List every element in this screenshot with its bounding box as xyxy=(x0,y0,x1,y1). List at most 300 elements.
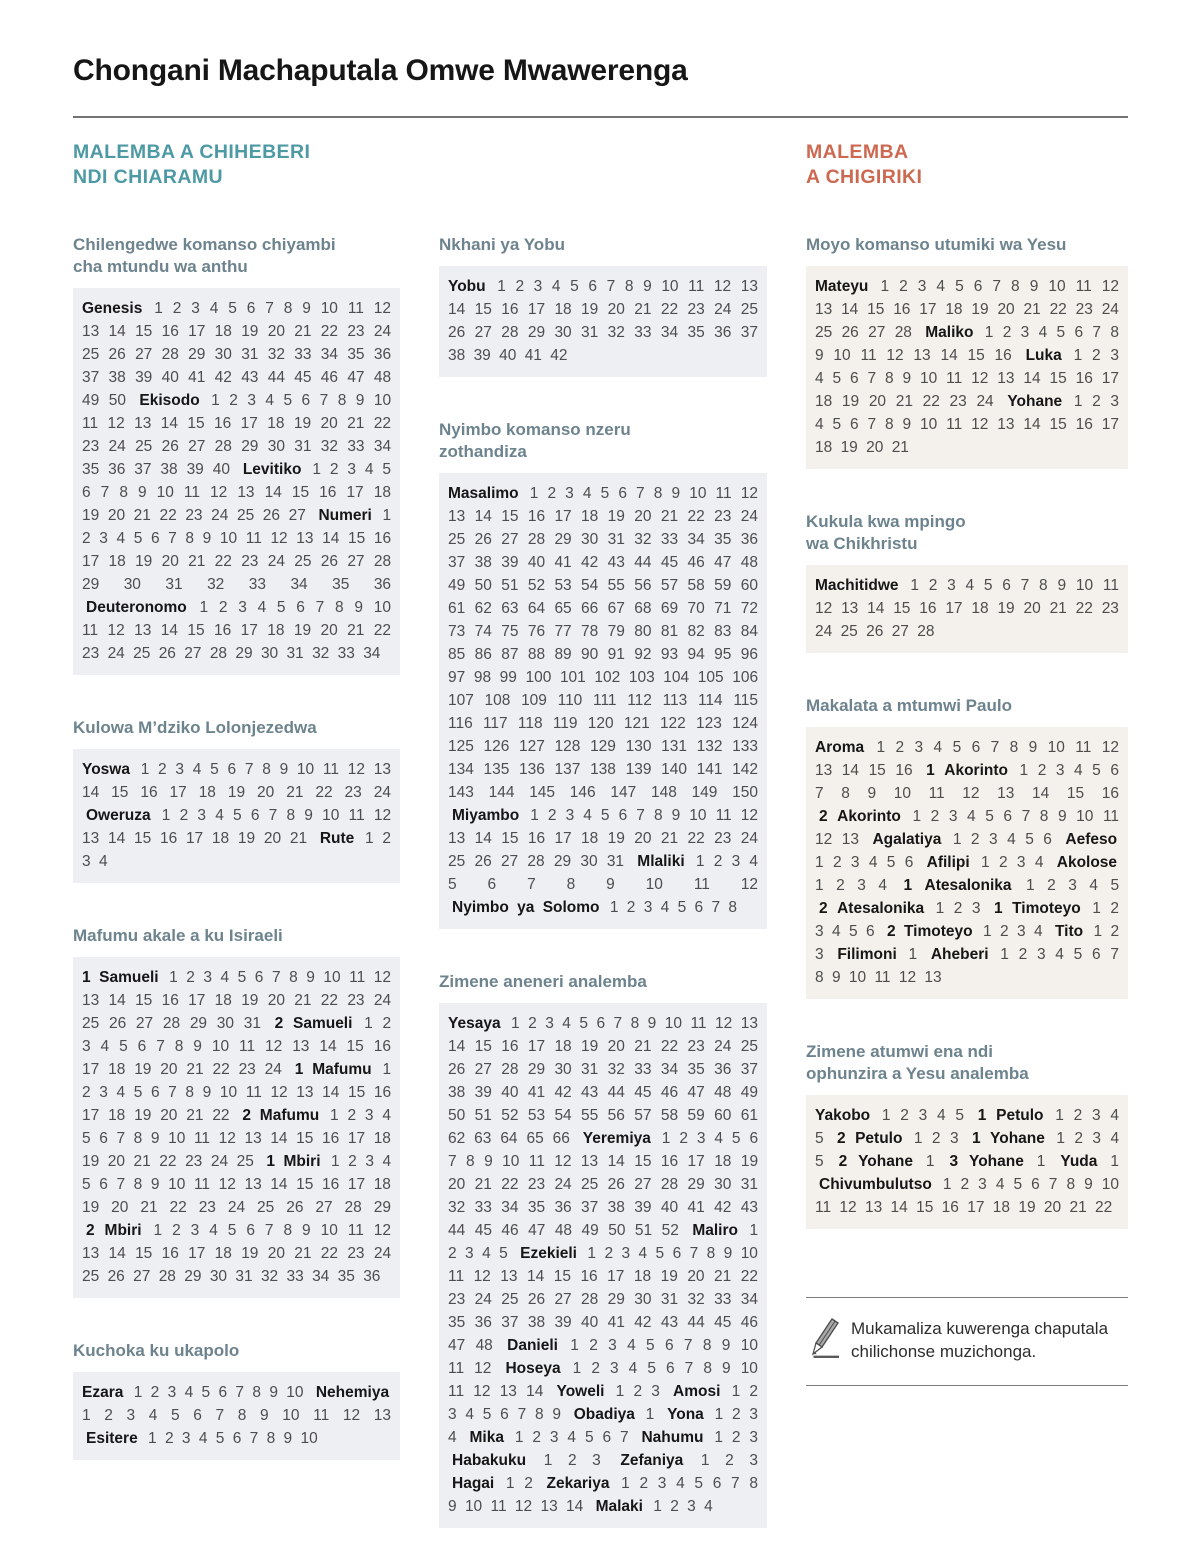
chapter-number: 2 xyxy=(347,1107,357,1124)
chapter-number: 3 xyxy=(949,1130,959,1147)
chapter-number: 2 xyxy=(164,1430,174,1447)
chapter-number: 26 xyxy=(262,507,281,524)
chapter-number: 21 xyxy=(286,784,304,801)
chapter-number: 2 xyxy=(899,278,908,295)
chapter-number: 1 xyxy=(331,1153,340,1170)
chapter-number: 19 xyxy=(581,1038,599,1055)
chapter-number: 1 xyxy=(661,1130,671,1147)
section-heading: Mafumu akale a ku Isiraeli xyxy=(73,926,283,945)
chapter-number: 32 xyxy=(687,1291,705,1308)
book-name: Luka xyxy=(1025,347,1062,364)
chapter-number: 4 xyxy=(1055,946,1064,963)
chapter-number: 12 xyxy=(270,530,288,547)
chapter-number: 4 xyxy=(1074,762,1083,779)
chapter-number: 17 xyxy=(527,1038,546,1055)
chapter-number: 1 xyxy=(148,1430,157,1447)
chapter-number: 1 xyxy=(161,807,171,824)
chapter-number: 2 xyxy=(1018,946,1028,963)
book-name: Akolose xyxy=(1056,854,1118,871)
chapter-number: 6 xyxy=(246,1222,255,1239)
hebrew-scriptures-header xyxy=(73,140,400,190)
chapter-number: 33 xyxy=(634,1061,652,1078)
chapter-number: 4 xyxy=(832,923,841,940)
chapter-number: 2 xyxy=(382,830,392,847)
chapter-number: 6 xyxy=(664,1337,674,1354)
chapter-number: 6 xyxy=(296,599,305,616)
chapter-number: 13 xyxy=(540,1498,558,1515)
chapter-number: 9 xyxy=(354,599,363,616)
chapter-number: 16 xyxy=(941,1199,959,1216)
chapter-number: 13 xyxy=(924,969,942,986)
chapter-number: 11 xyxy=(313,1407,330,1424)
chapter-number: 20 xyxy=(107,1153,126,1170)
chapter-number: 20 xyxy=(607,301,625,318)
chapter-number: 50 xyxy=(474,577,492,594)
book-name: Afilipi xyxy=(926,854,970,871)
chapter-number: 9 xyxy=(867,785,877,802)
chapter-number: 26 xyxy=(448,324,466,341)
chapter-number: 2 xyxy=(1073,1107,1083,1124)
chapter-number: 23 xyxy=(347,1245,365,1262)
chapter-number: 3 xyxy=(1110,347,1120,364)
chapter-number: 28 xyxy=(917,623,935,640)
chapter-number: 42 xyxy=(634,1314,652,1331)
chapter-number: 4 xyxy=(562,1015,571,1032)
section-heading: Nyimbo komanso nzeru zothandiza xyxy=(439,420,631,461)
book-name: Hoseya xyxy=(505,1360,561,1377)
chapter-number: 6 xyxy=(254,969,264,986)
chapter-number: 31 xyxy=(294,438,312,455)
chapter-number: 24 xyxy=(714,301,732,318)
chapter-number: 1 xyxy=(1093,923,1103,940)
chapter-number: 13 xyxy=(815,301,833,318)
chapter-number: 6 xyxy=(1074,324,1084,341)
chapter-number: 5 xyxy=(82,1130,91,1147)
chapter-number: 4 xyxy=(815,370,824,387)
chapter-number: 2 xyxy=(895,739,905,756)
chapter-number: 111 xyxy=(592,692,617,709)
chapter-number: 21 xyxy=(186,1061,204,1078)
chapter-number: 3 xyxy=(917,278,927,295)
chapter-number: 41 xyxy=(554,554,572,571)
chapter-number: 30 xyxy=(209,1268,228,1285)
chapter-number: 1 xyxy=(1110,1153,1119,1170)
chapter-number: 18 xyxy=(581,508,599,525)
chapter-number: 11 xyxy=(193,1130,211,1147)
chapter-number: 17 xyxy=(240,415,258,432)
chapter-number: 3 xyxy=(621,1245,631,1262)
chapter-number: 2 xyxy=(713,853,723,870)
chapter-number: 6 xyxy=(749,1130,759,1147)
chapter-number: 12 xyxy=(971,370,989,387)
chapter-number: 3 xyxy=(1016,923,1026,940)
chapter-number: 20 xyxy=(687,1268,705,1285)
chapter-number: 12 xyxy=(342,1407,361,1424)
chapter-number: 8 xyxy=(1039,808,1049,825)
chapter-number: 7 xyxy=(268,807,278,824)
chapter-number: 9 xyxy=(1057,577,1067,594)
chapter-number: 3 xyxy=(971,900,981,917)
chapter-number: 43 xyxy=(607,554,625,571)
chapter-number: 19 xyxy=(1018,1199,1036,1216)
chapter-number: 19 xyxy=(134,1061,152,1078)
chapter-number: 18 xyxy=(633,1268,652,1285)
chapter-number: 9 xyxy=(150,1130,160,1147)
chapter-number: 77 xyxy=(554,623,572,640)
chapter-number: 1 xyxy=(881,1107,891,1124)
chapter-number: 29 xyxy=(82,576,100,593)
chapter-number: 20 xyxy=(267,992,285,1009)
chapter-number: 9 xyxy=(1029,278,1039,295)
chapter-number: 45 xyxy=(294,369,312,386)
chapter-number: 6 xyxy=(712,1475,722,1492)
chapter-number: 18 xyxy=(214,323,232,340)
chapter-number: 12 xyxy=(107,415,125,432)
chapter-number: 8 xyxy=(119,484,128,501)
chapter-number: 120 xyxy=(587,715,614,732)
chapter-number: 16 xyxy=(527,508,546,525)
chapter-number: 21 xyxy=(1049,600,1067,617)
chapter-number: 8 xyxy=(885,370,894,387)
book-name: 3 Yohane xyxy=(949,1153,1024,1170)
chapter-number: 20 xyxy=(607,1038,625,1055)
chapter-number: 33 xyxy=(286,1268,304,1285)
chapter-number: 28 xyxy=(158,1268,176,1285)
book-name: Aheberi xyxy=(930,946,989,963)
chapter-number: 39 xyxy=(474,1084,492,1101)
chapter-number: 5 xyxy=(647,1360,656,1377)
chapter-number: 1 xyxy=(153,1222,163,1239)
chapter-number: 38 xyxy=(527,1314,546,1331)
chapter-number: 29 xyxy=(527,324,546,341)
chapter-number: 8 xyxy=(728,899,738,916)
chapter-number: 8 xyxy=(653,807,663,824)
page-title: Chongani Machaputala Omwe Mwawerenga xyxy=(73,54,688,87)
book-name: Yohane xyxy=(1007,393,1063,410)
chapter-number: 16 xyxy=(213,622,232,639)
chapter-number: 10 xyxy=(320,300,338,317)
chapter-number: 22 xyxy=(212,1107,230,1124)
chapter-number: 12 xyxy=(713,278,732,295)
chapter-number: 50 xyxy=(608,1222,626,1239)
chapter-number: 40 xyxy=(501,1084,519,1101)
chapter-number: 87 xyxy=(501,646,519,663)
chapter-number: 8 xyxy=(703,1360,712,1377)
book-name: 1 Yohane xyxy=(972,1130,1045,1147)
chapter-number: 19 xyxy=(607,830,625,847)
chapter-number: 4 xyxy=(628,1360,638,1377)
chapter-number: 39 xyxy=(501,554,519,571)
chapter-number: 22 xyxy=(320,323,339,340)
chapter-number: 84 xyxy=(740,623,758,640)
chapter-number: 18 xyxy=(214,992,232,1009)
chapter-number: 8 xyxy=(1009,739,1019,756)
chapter-number: 6 xyxy=(1091,946,1101,963)
chapter-number: 4 xyxy=(215,807,224,824)
chapter-number: 7 xyxy=(683,1337,693,1354)
chapter-number: 5 xyxy=(82,1176,91,1193)
chapter-number: 12 xyxy=(218,1176,236,1193)
book-name: Machitidwe xyxy=(815,577,899,594)
chapter-number: 31 xyxy=(581,1061,599,1078)
chapter-number: 15 xyxy=(135,992,153,1009)
chapter-number: 96 xyxy=(740,646,758,663)
chapter-number: 6 xyxy=(694,899,704,916)
chapter-number: 38 xyxy=(448,347,466,364)
chapter-number: 11 xyxy=(693,876,710,893)
chapter-number: 54 xyxy=(581,577,599,594)
chapter-number: 13 xyxy=(841,600,859,617)
chapter-number: 8 xyxy=(133,1176,143,1193)
chapter-number: 14 xyxy=(319,1038,337,1055)
chapter-number: 11 xyxy=(490,1498,507,1515)
chapter-number: 10 xyxy=(300,1430,318,1447)
chapter-number: 12 xyxy=(815,600,833,617)
chapter-number: 17 xyxy=(188,1245,206,1262)
chapter-number: 23 xyxy=(82,438,100,455)
chapter-number: 10 xyxy=(1048,278,1066,295)
chapter-number: 32 xyxy=(207,576,225,593)
chapter-number: 9 xyxy=(484,1153,493,1170)
chapter-number: 10 xyxy=(920,370,938,387)
chapter-number: 11 xyxy=(347,1222,364,1239)
chapter-number: 23 xyxy=(238,1061,256,1078)
chapter-number: 16 xyxy=(1075,370,1093,387)
chapter-number: 64 xyxy=(500,1130,518,1147)
chapter-number: 2 xyxy=(930,808,940,825)
chapter-number: 30 xyxy=(260,645,279,662)
chapter-number: 14 xyxy=(108,992,126,1009)
chapter-number: 8 xyxy=(841,785,850,802)
chapter-number: 6 xyxy=(150,1084,160,1101)
chapter-number: 15 xyxy=(893,600,911,617)
chapter-number: 14 xyxy=(890,1199,908,1216)
chapter-number: 6 xyxy=(602,1429,612,1446)
chapter-number: 15 xyxy=(553,1268,571,1285)
chapter-number: 3 xyxy=(749,1429,759,1446)
section-3-1 xyxy=(806,234,1128,469)
chapter-number: 5 xyxy=(983,577,993,594)
chapter-number: 4 xyxy=(465,1406,475,1423)
chapter-number: 149 xyxy=(691,784,718,801)
chapter-number: 1 xyxy=(1026,877,1035,894)
chapter-number: 1 xyxy=(942,1176,952,1193)
chapter-number: 24 xyxy=(815,623,833,640)
chapter-grid xyxy=(73,288,400,675)
chapter-number: 7 xyxy=(711,899,721,916)
chapter-number: 14 xyxy=(82,784,100,801)
chapter-number: 26 xyxy=(841,324,859,341)
chapter-number: 20 xyxy=(107,507,126,524)
chapter-number: 9 xyxy=(283,1430,293,1447)
chapter-number: 35 xyxy=(347,346,365,363)
chapter-number: 36 xyxy=(740,531,758,548)
chapter-number: 4 xyxy=(704,1498,713,1515)
chapter-number: 31 xyxy=(241,346,259,363)
chapter-number: 16 xyxy=(919,600,937,617)
chapter-number: 9 xyxy=(1057,808,1067,825)
chapter-number: 2 xyxy=(1074,1130,1083,1147)
chapter-number: 25 xyxy=(740,1038,758,1055)
chapter-number: 25 xyxy=(448,531,466,548)
chapter-number: 20 xyxy=(448,1176,466,1193)
chapter-number: 4 xyxy=(184,1384,194,1401)
chapter-number: 8 xyxy=(706,1245,716,1262)
chapter-number: 49 xyxy=(740,1084,758,1101)
chapter-number: 38 xyxy=(607,1199,625,1216)
book-name: Miyambo xyxy=(452,807,520,824)
chapter-number: 7 xyxy=(731,1475,740,1492)
chapter-number: 8 xyxy=(185,1084,195,1101)
chapter-number: 37 xyxy=(82,369,100,386)
section-heading: Moyo komanso utumiki wa Yesu xyxy=(806,235,1067,254)
chapter-number: 13 xyxy=(997,370,1015,387)
chapter-number: 14 xyxy=(160,622,178,639)
chapter-number: 1 xyxy=(587,1245,597,1262)
chapter-number: 12 xyxy=(373,1222,392,1239)
chapter-number: 32 xyxy=(448,1199,466,1216)
chapter-number: 10 xyxy=(373,599,391,616)
chapter-number: 26 xyxy=(286,1199,304,1216)
chapter-number: 61 xyxy=(448,600,466,617)
chapter-number: 20 xyxy=(866,439,884,456)
chapter-number: 10 xyxy=(286,1384,304,1401)
chapter-number: 21 xyxy=(294,1245,312,1262)
chapter-number: 15 xyxy=(111,784,129,801)
chapter-number: 16 xyxy=(580,1268,598,1285)
chapter-number: 58 xyxy=(660,1107,679,1124)
chapter-number: 5 xyxy=(233,807,242,824)
chapter-number: 147 xyxy=(610,784,637,801)
chapter-number: 10 xyxy=(502,1153,520,1170)
chapter-number: 21 xyxy=(634,1038,652,1055)
chapter-number: 24 xyxy=(108,438,126,455)
chapter-number: 2 xyxy=(725,1452,734,1469)
chapter-number: 25 xyxy=(236,1153,254,1170)
chapter-number: 137 xyxy=(554,761,581,778)
chapter-number: 13 xyxy=(997,416,1015,433)
chapter-number: 24 xyxy=(740,508,758,525)
chapter-number: 1 xyxy=(529,485,539,502)
chapter-number: 13 xyxy=(499,1383,517,1400)
chapter-number: 19 xyxy=(82,1153,100,1170)
chapter-number: 9 xyxy=(306,969,315,986)
chapter-number: 3 xyxy=(978,1176,987,1193)
chapter-number: 10 xyxy=(168,1130,186,1147)
chapter-number: 13 xyxy=(296,1084,314,1101)
chapter-number: 21 xyxy=(1023,301,1041,318)
chapter-number: 18 xyxy=(108,1107,126,1124)
chapter-number: 17 xyxy=(1101,416,1119,433)
chapter-number: 6 xyxy=(618,485,627,502)
chapter-number: 18 xyxy=(373,484,391,501)
chapter-number: 11 xyxy=(860,347,877,364)
chapter-number: 10 xyxy=(1101,1176,1119,1193)
chapter-number: 27 xyxy=(288,507,306,524)
section-heading: Makalata a mtumwi Paulo xyxy=(806,696,1012,715)
chapter-number: 9 xyxy=(1028,739,1038,756)
book-name: Ekisodo xyxy=(139,392,200,409)
chapter-number: 3 xyxy=(989,831,998,848)
chapter-number: 133 xyxy=(732,738,758,755)
chapter-number: 32 xyxy=(267,346,285,363)
chapter-number: 1 xyxy=(211,392,220,409)
chapter-number: 35 xyxy=(687,1061,705,1078)
chapter-number: 18 xyxy=(714,1153,732,1170)
chapter-number: 11 xyxy=(690,1015,707,1032)
chapter-number: 2 xyxy=(186,969,195,986)
chapter-number: 19 xyxy=(660,1268,678,1285)
chapter-number: 48 xyxy=(714,1084,732,1101)
chapter-number: 9 xyxy=(137,484,147,501)
chapter-number: 4 xyxy=(198,1430,208,1447)
chapter-number: 5 xyxy=(448,876,457,893)
chapter-number: 20 xyxy=(160,1061,178,1078)
chapter-number: 55 xyxy=(581,1107,599,1124)
book-name: Chivumbulutso xyxy=(819,1176,932,1193)
chapter-number: 31 xyxy=(606,853,625,870)
chapter-number: 8 xyxy=(534,1406,544,1423)
chapter-number: 13 xyxy=(740,278,758,295)
chapter-number: 1 xyxy=(653,1498,662,1515)
chapter-number: 26 xyxy=(108,346,126,363)
chapter-number: 60 xyxy=(714,1107,732,1124)
chapter-number: 20 xyxy=(634,830,652,847)
chapter-number: 4 xyxy=(116,1084,126,1101)
chapter-number: 26 xyxy=(474,853,492,870)
chapter-number: 3 xyxy=(347,461,356,478)
book-name: Danieli xyxy=(507,1337,558,1354)
chapter-number: 23 xyxy=(82,645,100,662)
chapter-number: 39 xyxy=(473,347,491,364)
chapter-number: 25 xyxy=(294,553,312,570)
chapter-number: 42 xyxy=(581,554,599,571)
chapter-number: 43 xyxy=(581,1084,599,1101)
chapter-number: 8 xyxy=(702,1337,712,1354)
chapter-number: 19 xyxy=(227,784,246,801)
book-name: Mlaliki xyxy=(637,853,685,870)
chapter-number: 3 xyxy=(918,1107,928,1124)
chapter-number: 16 xyxy=(373,530,392,547)
chapter-number: 22 xyxy=(212,1061,230,1078)
chapter-number: 4 xyxy=(660,899,670,916)
book-name: Esitere xyxy=(86,1430,138,1447)
chapter-number: 55 xyxy=(607,577,625,594)
chapter-number: 5 xyxy=(955,1107,965,1124)
chapter-number: 10 xyxy=(661,278,679,295)
chapter-number: 14 xyxy=(527,1268,545,1285)
chapter-number: 34 xyxy=(320,346,339,363)
chapter-number: 36 xyxy=(714,324,732,341)
chapter-number: 14 xyxy=(607,1153,625,1170)
chapter-number: 41 xyxy=(687,1199,705,1216)
book-name: Yuda xyxy=(1060,1153,1098,1170)
chapter-number: 17 xyxy=(527,301,546,318)
chapter-number: 24 xyxy=(373,992,392,1009)
chapter-number: 11 xyxy=(715,485,732,502)
chapter-number: 25 xyxy=(448,853,466,870)
chapter-number: 16 xyxy=(501,301,519,318)
chapter-number: 114 xyxy=(697,692,723,709)
chapter-number: 34 xyxy=(501,1199,519,1216)
chapter-number: 6 xyxy=(137,1038,147,1055)
chapter-number: 10 xyxy=(323,969,341,986)
chapter-number: 22 xyxy=(315,784,333,801)
book-name: Maliro xyxy=(692,1222,738,1239)
chapter-number: 17 xyxy=(82,1107,100,1124)
chapter-number: 1 xyxy=(910,577,919,594)
chapter-number: 7 xyxy=(249,1430,259,1447)
